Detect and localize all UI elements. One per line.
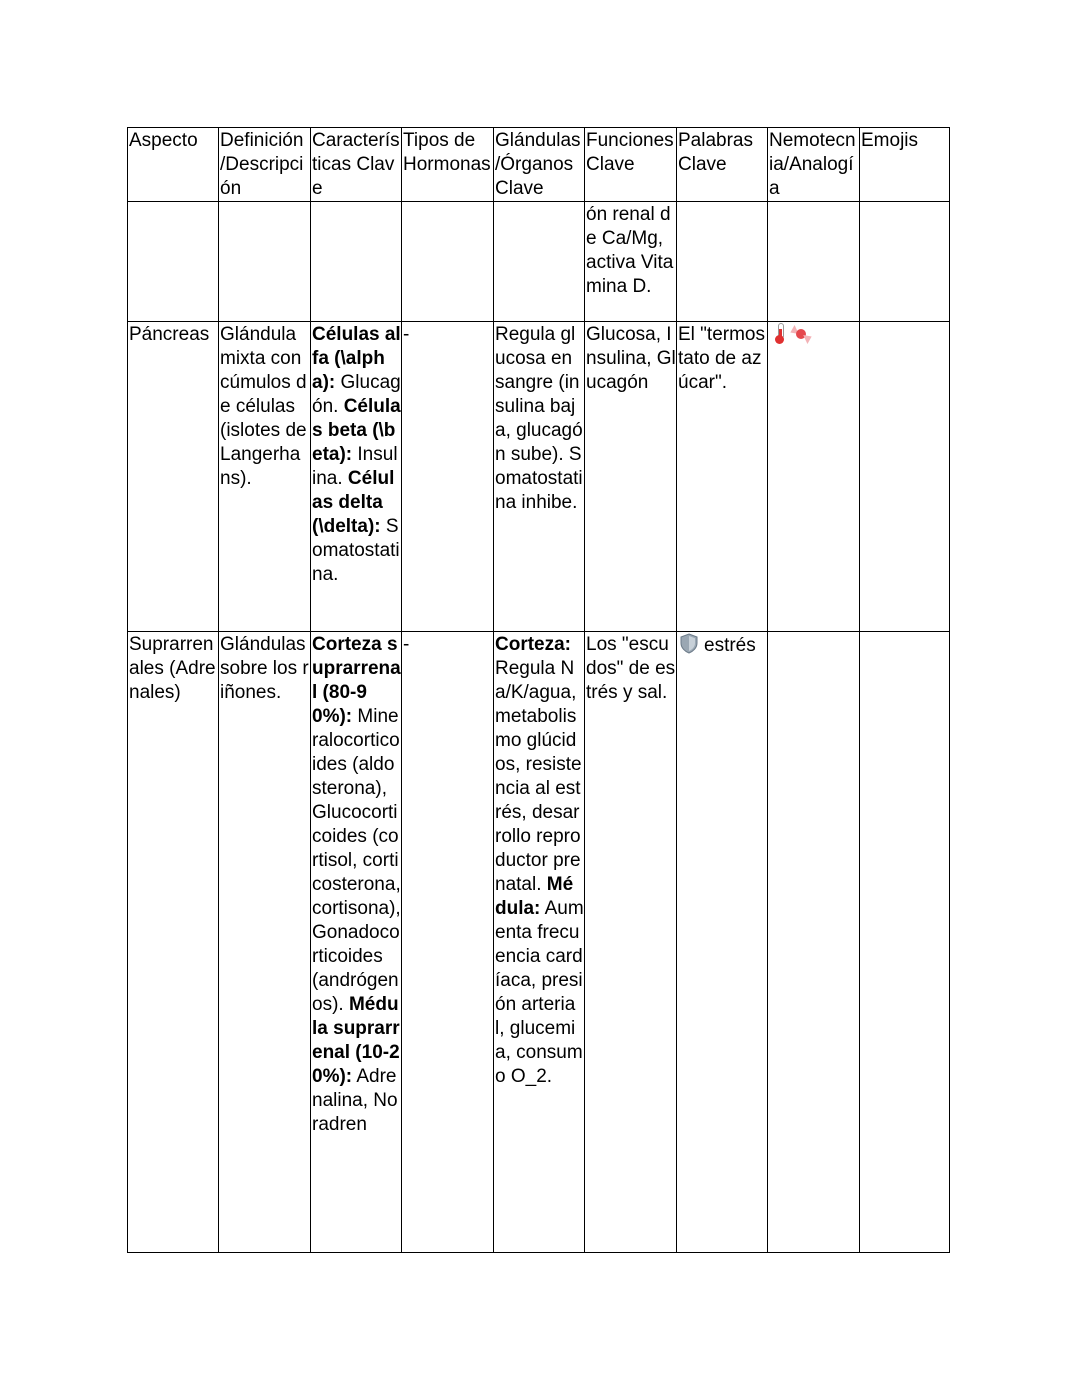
cell-empty bbox=[402, 202, 494, 322]
header-emojis: Emojis bbox=[860, 128, 950, 202]
text-medula-funciones: Aumenta frecuencia cardíaca, presión arterial, glucemia, consumo O_2. bbox=[495, 898, 584, 1087]
cell-glandulas: Regula glucosa en sangre (insulina baja, glucagón sube). Somatostatina inhibe. bbox=[494, 322, 585, 632]
endocrine-table bbox=[127, 127, 950, 1253]
header-nemotecnia: Nemotecnia/Analogía bbox=[768, 128, 860, 202]
cell-emojis bbox=[860, 632, 950, 1253]
cell-palabras bbox=[677, 632, 768, 1253]
cell-nemotecnia bbox=[768, 322, 860, 632]
cell-aspecto: Páncreas bbox=[128, 322, 219, 632]
label-corteza: Corteza: bbox=[495, 634, 572, 655]
header-aspecto: Aspecto bbox=[128, 128, 219, 202]
cell-definicion: Glándulas sobre los riñones. bbox=[219, 632, 311, 1253]
header-palabras: Palabras Clave bbox=[677, 128, 768, 202]
header-caracteristicas: Características Clave bbox=[311, 128, 402, 202]
header-funciones: Funciones Clave bbox=[585, 128, 677, 202]
cell-empty bbox=[768, 202, 860, 322]
cell-empty bbox=[677, 202, 768, 322]
cell-palabras: El "termostato de azúcar". bbox=[677, 322, 768, 632]
cell-empty bbox=[860, 202, 950, 322]
label-medula-suprarrenal: Médula suprarrenal (10-20%): bbox=[312, 994, 400, 1087]
label-celulas-beta: Células beta (\beta): bbox=[312, 396, 401, 465]
text-insulina: Insulina. bbox=[312, 444, 398, 489]
cell-funciones-continued: ón renal de Ca/Mg, activa Vitamina D. bbox=[585, 202, 677, 322]
cell-funciones: Glucosa, Insulina, Glucagón bbox=[585, 322, 677, 632]
cell-emojis bbox=[860, 322, 950, 632]
label-celulas-alfa: Células alfa (\alpha): bbox=[312, 324, 401, 393]
label-medula: Médula: bbox=[495, 874, 574, 919]
cell-empty bbox=[219, 202, 311, 322]
cell-empty bbox=[311, 202, 402, 322]
table-row-suprarrenales bbox=[128, 632, 950, 1253]
cell-empty bbox=[494, 202, 585, 322]
text-corteza-funciones: Regula Na/K/agua, metabolismo glúcidos, resistencia al estrés, desarrollo reproductor prenatal. bbox=[495, 658, 582, 895]
text-corteza-hormonas: Mineralocorticoides (aldosterona), Glucocorticoides (cortisol, corticosterona, cortisona), Gonadocorticoides (andrógenos). bbox=[312, 706, 401, 1015]
cell-empty bbox=[128, 202, 219, 322]
cell-caracteristicas bbox=[311, 322, 402, 632]
label-corteza-suprarrenal: Corteza suprarrenal (80-90%): bbox=[312, 634, 401, 727]
text-somatostatina: Somatostatina. bbox=[312, 516, 400, 585]
cell-nemotecnia bbox=[768, 632, 860, 1253]
shield-icon bbox=[680, 633, 698, 654]
label-celulas-delta: Células delta (\delta): bbox=[312, 468, 395, 537]
cell-funciones: Los "escudos" de estrés y sal. bbox=[585, 632, 677, 1253]
text-medula-hormonas: Adrenalina, Noradren bbox=[312, 1066, 398, 1135]
cell-aspecto: Suprarrenales (Adrenales) bbox=[128, 632, 219, 1253]
cell-caracteristicas bbox=[311, 632, 402, 1253]
candy-icon bbox=[790, 325, 812, 343]
cell-definicion: Glándula mixta con cúmulos de células (islotes de Langerhans). bbox=[219, 322, 311, 632]
header-row bbox=[128, 128, 950, 202]
header-definicion: Definición /Descripción bbox=[219, 128, 311, 202]
table-row-continuation bbox=[128, 202, 950, 322]
table-row-pancreas bbox=[128, 322, 950, 632]
cell-tipos: - bbox=[402, 632, 494, 1253]
cell-tipos: - bbox=[402, 322, 494, 632]
thermometer-icon bbox=[775, 323, 784, 343]
header-tipos: Tipos de Hormonas bbox=[402, 128, 494, 202]
header-glandulas: Glándulas /Órganos Clave bbox=[494, 128, 585, 202]
text-glucagon: Glucagón. bbox=[312, 372, 401, 417]
text-estres: estrés bbox=[704, 635, 756, 656]
cell-glandulas bbox=[494, 632, 585, 1253]
